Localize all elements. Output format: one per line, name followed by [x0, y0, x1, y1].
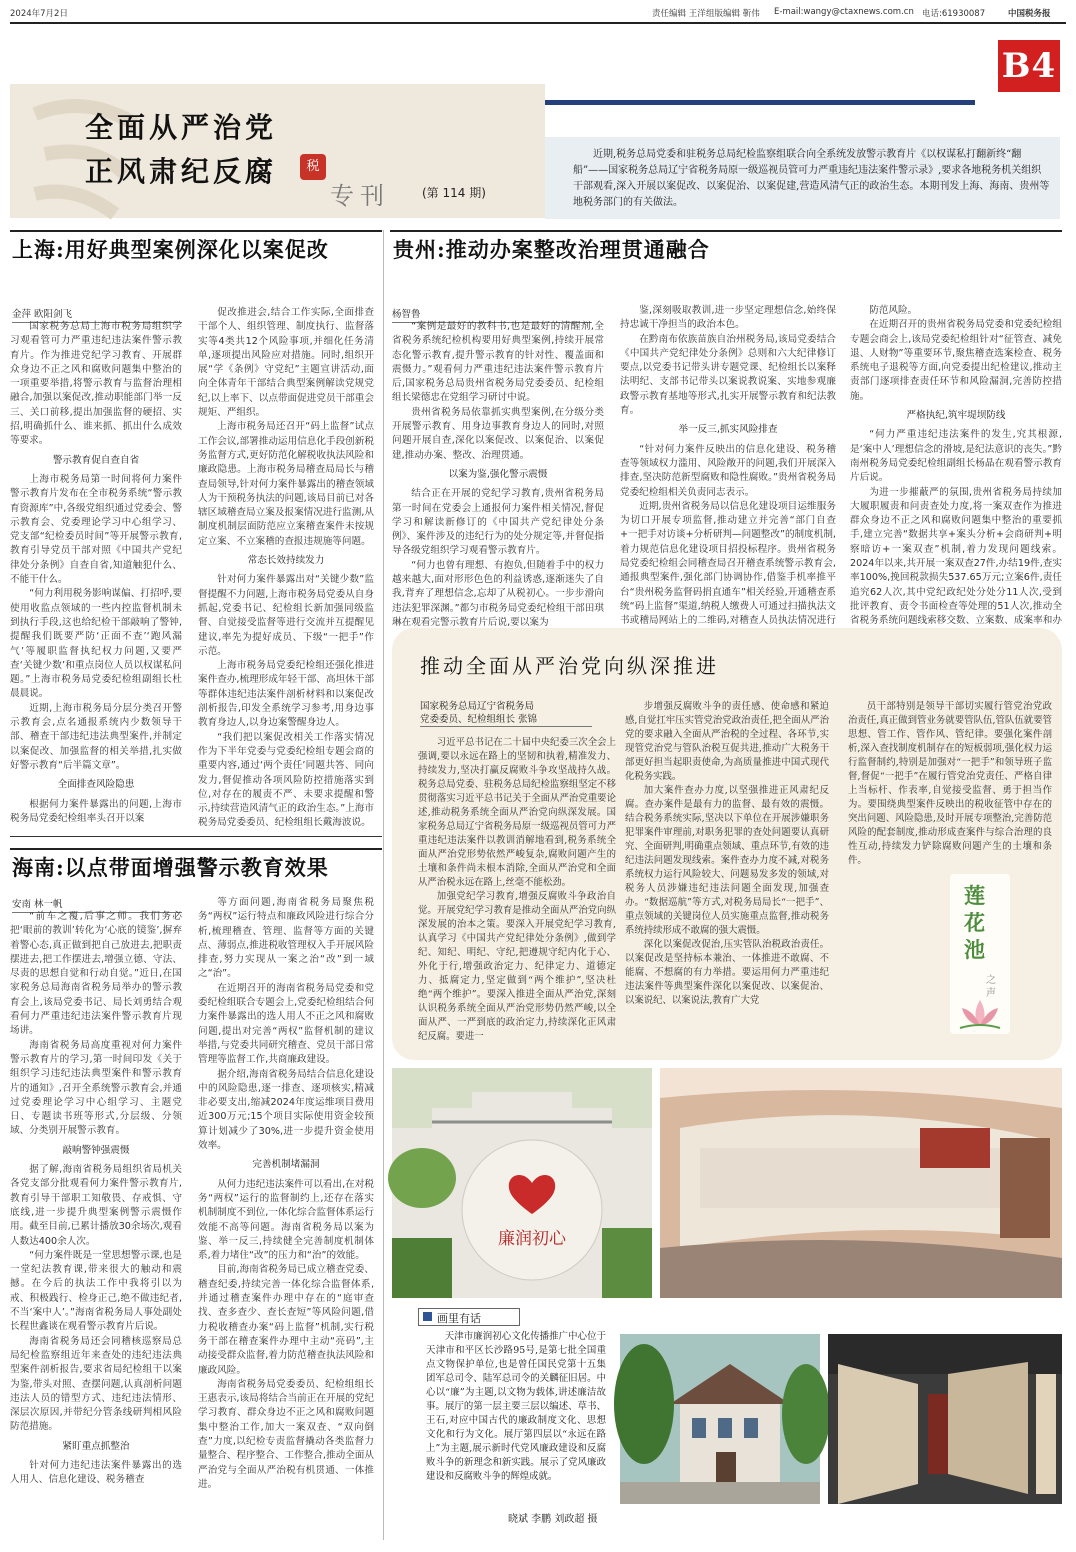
editor-phone: 电话:61930087 — [922, 9, 986, 19]
paragraph: 上海市税务局第一时间将何力案件警示教育片发布在全市税务系统“警示教育资源库”中,各级党组织通过党委会、警示教育会、党委理论学习中心组学习、党支部“纪检委员时间”等开展警示教育,教育引导党员干部对照《中国共产党纪律处分条例》自查自省,知道触犯什么、不能干什么。 — [10, 473, 182, 586]
guizhou-byline: 杨智鲁 — [392, 306, 592, 323]
subheading: 警示教育促自查自省 — [52, 454, 140, 466]
newspaper-name: 中国税务报 — [1008, 9, 1051, 19]
paragraph: 在近期召开的海南省税务局党委和党委纪检组联合专题会上,党委纪检组结合何力案件暴露出的选人用人不正之风和腐败问题,提出对完善“两权”监督机制的建议举措,与党委共同研究稽查、党员干部日常管理等监督工作,共商廉政建设。 — [198, 982, 374, 1066]
paragraph: 结合正在开展的党纪学习教育,贵州省税务局第一时间在党委会上通报何力案件相关情况,督促学习和解读新修订的《中国共产党纪律处分条例》、案件涉及的违纪行为的处分规定等,并督促指导各级党组织学习观看警示教育片。 — [392, 488, 604, 557]
paragraph: 习近平总书记在二十届中央纪委三次全会上强调,要以永远在路上的坚韧和执着,精准发力、持续发力,坚决打赢反腐败斗争攻坚战持久战。税务总局党委、驻税务总局纪检监察组坚定不移贯彻落实习近平总书记关于全面从严治党重要论述,推动税务系统全面从严治党向纵深发展。国家税务总局辽宁省税务局原一级巡视员管可力严重违纪违法案件以教训消解地看到,税务系统全面从严治党形势依然严峻复杂,腐败问题产生的土壤和条件尚未根本消除,全面从严治党和全面从严治税永远在路上,丝毫不能松劲。 — [418, 737, 616, 888]
lianhua-logo-subtext: 之声 — [986, 975, 996, 999]
shanghai-title: 上海:用好典型案例深化以案促改 — [12, 237, 329, 262]
paragraph: 员干部特别是领导干部切实履行管党治党政治责任,真正做到管业务就要管队伍,管队伍就要管思想、管工作、管作风、管纪律。要强化案件剖析,深入查找制度机制存在的短板弱项,强化权力运行监督制约,特别是加强对“一把手”和领导班子监督,督促“一把手”在履行管党治党责任、严格自律上当标杆、作表率,自觉接受监督、勇于担当作为。要围绕典型案件反映出的税收征管中存在的突出问题、风险隐患,及时开展专项整治,完善防范风险的配套制度,推动形成查案件与综合治理的良性互动,持续发力铲除腐败问题产生的土壤和条件。 — [848, 701, 1052, 866]
photo-sign-text: 廉润初心 — [498, 1229, 566, 1249]
banner-special-label: 专刊 — [330, 182, 390, 210]
subheading: 完善机制堵漏洞 — [252, 1159, 320, 1171]
guizhou-column-2 — [620, 304, 836, 627]
lianhua-byline-author: 党委委员、纪检组组长 张锦 — [420, 714, 538, 725]
red-seal: 税 — [300, 154, 326, 180]
paragraph: 近期,贵州省税务局以信息化建设项目运维服务为切口开展专项监督,推动建立并完善“部门自查+一把手对访谈+分析研判—问题整改”的制度机制,着力规范信息化建设项目招投标程序。贵州省税务局党委纪检组会同稽查局召开稽查系统警示教育会,通报典型案件,强化部门协调协作,借鉴手机率推平台“贵州税务监督码捐直通车”相关经验,开通稽查系统“码上监督”渠道,纳税人缴费人可通过扫描执法文书或稽局网站上的二维码,对稽查人员执法情况进行 — [620, 500, 836, 627]
paragraph: 据介绍,海南省税务局结合信息化建设中的风险隐患,逐一排查、逐项核实,精减非必要支出,缩减2024年度运维项目费用近300万元;15个项目实际使用资金较预算计划减少了30%,进一步提升资金使用效率。 — [198, 1068, 374, 1152]
lianhua-title: 推动全面从严治党向纵深推进 — [420, 654, 719, 678]
header-rule — [10, 22, 1066, 24]
paragraph: “何力也曾有理想、有抱负,但随着手中的权力越来越大,面对形形色色的利益诱惑,逐渐迷失了自我,背弃了理想信念,忘却了从税初心。一步步滑向违法犯罪深渊。”都匀市税务局党委纪检组干部田琪琳在观看完警示教育片后说,要以案为 — [392, 559, 604, 628]
gallery-caption-text: 天津市廉润初心文化传播推广中心位于天津市和平区长沙路95号,是第七批全国重点文物保护单位,也是曾任国民党第十五集团军总司令、陆军总司令的关麟征旧居。中心以“廉”为主题,以文物为载体,讲述廉洁故事。展厅的第一层主要三层以编述、草书、王石,对应中国古代的廉政制度文化、思想文化和行为文化。展厅第四层以“永远在路上”为主题,展示新时代党风廉政建设和反腐败斗争的新理念和新实践。展示了党风廉政建设和反腐败斗争的辉煌成就。 — [426, 1331, 606, 1482]
paragraph: 加大案件查办力度,以坚强推进正风肃纪反腐。查办案件是最有力的监督、最有效的震慑。结合税务系统实际,坚决以下单位在开展涉嫌职务犯罪案件审理前,对职务犯罪的查处问题要认真研究、全面研判,明确重点领域、重点环节,有效的违纪违法问题发现线索。案件查办力度不减,对税务系统权力运行风险较大、问题易发多发的领域,对税务人员涉嫌违纪违法问题全面发现,加强查办。“数据巡航”等方式,对税务局局长“一把手”、重点领域的关键岗位人员实施重点监督,推动税务系统持续形成不敢腐的强大震慑。 — [625, 785, 829, 936]
hainan-top-rule — [10, 848, 382, 850]
subheading: 敲响警钟强震慑 — [62, 1144, 130, 1156]
paragraph: 从何力违纪违法案件可以看出,在对税务“两权”运行的监督制约上,还存在落实机制制度不到位,一体化综合监督体系运行效能不高等问题。海南省税务局以案为鉴、举一反三,持续健全完善制度机制体系,着力堵住“改”的压力和“治”的效能。 — [198, 1178, 374, 1262]
photo-gallery-corridor — [828, 1334, 1062, 1504]
paragraph: “案例是最好的教科书,也是最好的清醒剂,全省税务系统纪检机构要用好典型案例,持续开展常态化警示教育,提升警示教育的针对性、覆盖面和震慑力。”观看何力严重违纪违法案件警示教育片后,国家税务总局贵州省税务局党委委员、纪检组组长梁德忠在党组学习研讨中说。 — [392, 321, 604, 404]
lianhua-logo-text: 莲花池 — [964, 883, 985, 962]
subheading: 举一反三,抓实风险排查 — [678, 424, 778, 436]
paragraph: 防范风险。 — [869, 305, 918, 316]
hainan-title: 海南:以点带面增强警示教育效果 — [12, 855, 329, 880]
layout-editor: 组版编辑 靳伟 — [706, 9, 760, 19]
gallery-tag-box — [418, 1308, 520, 1326]
paragraph: “何力严重违纪违法案件的发生,究其根源,是‘案中人’理想信念的滑坡,是纪法意识的丧失。”黔南州税务局党委纪检组副组长杨晶在观看警示教育片后说。 — [850, 429, 1062, 484]
lianhua-logo — [950, 874, 1010, 1034]
intro-text: 近期,税务总局党委和驻税务总局纪检监察组联合向全系统发放警示教育片《以权谋私打翻新终“翻船”——国家税务总局辽宁省税务局原一级巡视员管可力严重违纪违法案件警示录》,要求各地税务机关组织干部观看,深入开展以案促改、以案促治、以案促建,营造风清气正的政治生态。本期刊发上海、海南、贵州等地税务部门的有关做法。 — [573, 149, 1050, 208]
hainan-column-1 — [10, 910, 182, 1540]
banner-title-line1: 全面从严治党 — [85, 111, 278, 144]
subheading: 以案为鉴,强化警示震慑 — [448, 468, 548, 480]
photo-former-residence — [620, 1334, 820, 1504]
paragraph: 近期,上海市税务局分层分类召开警示教育会,点名通报系统内少数领导干部、稽查干部违纪违法典型案件,并制定以案促改、加强监督的相关举措,扎实做好警示教育“后半篇文章”。 — [10, 702, 182, 771]
subheading: 全面排查风险隐患 — [57, 779, 135, 791]
photo-credit: 晓斌 李鹏 刘政超 摄 — [508, 1514, 598, 1525]
guizhou-column-3 — [850, 304, 1062, 627]
shanghai-top-rule — [10, 230, 382, 232]
paragraph: 在近期召开的贵州省税务局党委和党委纪检组专题会商会上,该局党委纪检组针对“征管查、减免退、人财物”等重要环节,聚焦稽查选案检查、税务系统电子退税等方面,向党委提出纪检建议,推动主责部门逐项排查责任环节和风险漏洞,完善防控措施。 — [850, 319, 1062, 402]
paragraph: “我们把以案促改相关工作落实情况作为下半年党委与党委纪检组专题会商的重要内容,通过‘两个责任’同题共答、同向发力,督促推动各项风险防控措施落实到位,对存在的履责不严、未要求提醒和警示,持续营造风清气正的政治生态。”上海市税务局党委委员、纪检组组长戴海波说。 — [198, 731, 374, 829]
paragraph: 步增强反腐败斗争的责任感、使命感和紧迫感,自觉扛牢压实管党治党政治责任,把全面从严治党的要求融入全面从严治税的全过程、各环节,实现管党治党与管队治税互促共进,推动广大税务干部更好担当起职责使命,为高质量推进中国式现代化税务实践。 — [625, 701, 829, 782]
shanghai-column-1 — [10, 320, 182, 832]
paragraph: 根据何力案件暴露出的问题,上海市税务局党委纪检组率头召开以案 — [10, 798, 182, 824]
guizhou-column-1 — [392, 320, 604, 628]
subheading: 常态长效持续发力 — [247, 555, 325, 567]
page-number-badge: B4 — [998, 40, 1060, 92]
paragraph: 海南省税务局还会同稽核巡察局总局纪检监察组近年来查处的违纪违法典型案件剖析报告,要求省局纪检组干以案为鉴,带头对照、查摆问题,认真剖析问题违法人员的错型方式、违纪违法情形、深层次原因,并带纪分管条线研判相风险防范措施。 — [10, 1335, 182, 1433]
paragraph: 深化以案促改促治,压实管队治税政治责任。以案促改是坚持标本兼治、一体推进不敢腐、不能腐、不想腐的有力举措。要运用何力严重违纪违法案件等典型案件深化以案促改、以案促治、以案说纪、以案说法,教育广大党 — [625, 939, 829, 1006]
paragraph: 贵州省税务局依靠抓实典型案例,在分级分类开展警示教育、用身边事教育身边人的同时,对照问题开展自查,深化以案促改、以案促治、以案促建,推动办案、整改、治理贯通。 — [392, 406, 604, 461]
hainan-column-2 — [198, 896, 374, 1540]
lianhua-column-3 — [848, 700, 1052, 866]
shanghai-bottom-rule — [10, 836, 382, 837]
square-icon — [423, 1312, 432, 1321]
hainan-byline: 安南 林一帆 — [12, 896, 182, 913]
paragraph: 据了解,海南省税务局组织省局机关各党支部分批观看何力案件警示教育片,教育引导干部职工知敬畏、存戒惧、守底线,进一步提升典型案例警示震慑作用。截至目前,已累计播放30余场次,观看人数达400余人次。 — [10, 1164, 182, 1247]
gallery-tag: 画里有话 — [437, 1312, 481, 1325]
photo-courtyard — [392, 1068, 652, 1298]
paragraph: 上海市税务局还召开“码上监督”试点工作会议,部署推动运用信息化手段创新税务监督方式,更好防范化解税收执法风险和廉政隐患。上海市税务局稽查局局长与稽查局领导,针对何力案件暴露出的稽查领域人为干预税务执法的问题,该局目前已对各辖区域稽查局立案及报案情况进行监测,从制度机制层面防范应立案稽查案件未按规定立案、不立案稽的查报违规施等问题。 — [198, 421, 374, 547]
paragraph: “何力利用税务影响谋偏、打招呼,要使用收监点领域的一些内控监督机制未到执行手段,这也给纪检干部敲响了警钟,提醒我们既要严防‘正面不查’‘跑风漏气’等履职监督执纪权力问题,又要严查‘关键少数’和重点岗位人员以权谋私问题。”上海市税务局党委纪检组副组长杜晨晨说。 — [10, 588, 182, 700]
paragraph: 等方面问题,海南省税务局聚焦税务“两权”运行特点和廉政风险进行综合分析,梳理稽查、管理、监督等方面的关键点、薄弱点,推进税收管理权入手开展风险排查,努力实现从一案之治“改”到一域之“治”。 — [198, 897, 374, 980]
banner-title-line2: 正风肃纪反腐 — [85, 155, 278, 188]
paragraph: 加强党纪学习教育,增强反腐败斗争政治自觉。开展党纪学习教育是推动全面从严治党向纵深发展的治本之策。要深入开展党纪学习教育,认真学习《中国共产党纪律处分条例》,做到学纪、知纪、明纪、守纪,把遵规守纪内化于心、外化于行,增强政治定力、纪律定力、道德定力、抵腐定力,坚定做到“两个维护”,坚决杜绝“两个维护”。要深入推进全面从严治党,深刻认识税务系统全面从严治党形势仍然严峻,以全面从严、一严到底的政治定力,持续深化正风肃纪反腐。要进一 — [418, 891, 616, 1042]
intro-box — [545, 137, 1060, 219]
paragraph: 国家税务总局上海市税务局组织学习观看管可力严重违纪违法案件警示教育片。作为推进党纪学习教育、开展群众身边不正之风和腐败问题集中整治的一项重要举措,将警示教育与监督治理相融合,加强以案促改,推动职能部门举一反三、关口前移,提出加强监督的硬招、实招,明确抓什么、谁来抓、抓出什么成效等要求。 — [10, 321, 182, 447]
paragraph: 针对何力违纪违法案件暴露出的选人用人、信息化建设、税务稽查 — [10, 1459, 182, 1486]
paragraph: 目前,海南省税务局已成立稽查党委、稽查纪委,持续完善一体化综合监督体系,并通过稽查案件办理中存在的“庭审查找、查多查少、查长查短”等风险问题,借力税收稽查办案“码上监督”机制,实行税务干部在稽查案件办理中主动“亮码”,主动接受群众监督,着力防范稽查执法风险和廉政风险。 — [198, 1264, 374, 1376]
paragraph: 为进一步摧蔽严的氛围,贵州省税务局持续加大履职履责和问责查处力度,将一案双查作为推进群众身边不正之风和腐败问题集中整治的重要抓手,建立完善“数据共享+案头分析+会商研判+明察暗访+一案双查”机制,着力发现问题线索。2024年以来,共开展一案双查27件,办结19件,查实率100%,挽回税款损失537.65万元;立案6件,责任追究62人次,其中党纪政纪处分处分11人次,受到批评教育、责令书面检查等处理的51人次,推动全省税务系统问题线索移交数、立案数、成案率和办 — [850, 486, 1062, 627]
guizhou-top-rule — [390, 230, 1062, 232]
shanghai-byline: 金萍 欧阳剑飞 — [12, 306, 182, 323]
subheading: 紧盯重点抓整治 — [62, 1440, 130, 1452]
paragraph: 海南省税务局党委委员、纪检组组长王惠表示,该局将结合当前正在开展的党纪学习教育、群众身边不正之风和腐败问题集中整治工作,加大一案双查、“双向倒查”力度,以纪检专责监督撬动各类监督力量整合、程序整合、工作整合,推动全面从严治党与全面从严治税有机贯通、一体推进。 — [198, 1378, 374, 1490]
subheading: 严格执纪,筑牢堤坝防线 — [906, 410, 1006, 422]
paragraph: 在黔南布依族苗族自治州税务局,该局党委结合《中国共产党纪律处分条例》总则和六大纪律修订要点,以党委书记带头讲专题党课、纪检组长以案释法明纪、支部书记带头以案说教说案、实地参观廉政警示教育基地等形式,扎实开展警示教育和纪法教育。 — [620, 333, 836, 417]
paragraph: 上海市税务局党委纪检组还强化推进案件查办,梳理形成年轻干部、高坦休干部等群体违纪违法案件剖析材料和以案促改剖析报告,印发全系统学习参考,用身边事教育身边人,以身边案警醒身边人。 — [198, 660, 374, 729]
paragraph: 鉴,深刻吸取教训,进一步坚定理想信念,始终保持忠诚干净担当的政治本色。 — [620, 305, 836, 331]
issue-date: 2024年7月2日 — [10, 9, 68, 19]
banner-issue-number: (第 114 期) — [422, 186, 486, 200]
paragraph: “针对何力案件反映出的信息化建设、税务稽查等领域权力滥用、风险敞开的问题,我们开展深入排查,坚决防范新型腐败和隐性腐败。”贵州省税务局党委纪检组相关负责同志表示。 — [620, 443, 836, 498]
page-header — [0, 0, 1076, 22]
lianhua-byline-org: 国家税务总局辽宁省税务局 — [420, 701, 535, 712]
lianhua-column-1 — [418, 736, 616, 1054]
gallery-caption — [426, 1330, 606, 1505]
responsible-editor: 责任编辑 王洋 — [652, 9, 706, 19]
guizhou-title: 贵州:推动办案整改治理贯通融合 — [393, 237, 710, 262]
paragraph: “何力案件既是一堂思想警示课,也是一堂纪法教育课,带来很大的触动和震撼。在今后的执法工作中我将引以为戒、积极践行、检身正己,绝不做违纪者,不当‘案中人’。”海南省税务局人事处副处长程世鑫谈在观看警示教育片后说。 — [10, 1249, 182, 1333]
editor-email: E-mail:wangy@ctaxnews.com.cn — [774, 7, 914, 17]
shanghai-column-2 — [198, 306, 374, 830]
lianhua-column-2 — [625, 700, 829, 1054]
photo-exhibition-hall — [660, 1068, 1062, 1298]
lianhua-byline — [420, 700, 592, 727]
paragraph: 针对何力案件暴露出对“关键少数”监督提醒不力问题,上海市税务局党委从自身抓起,党委书记、纪检组长新加强同级监督、自觉接受监督等进行交流并互提醒见建议,率先为提好成员、下级“一把手”作示范。 — [198, 574, 374, 657]
special-issue-banner — [10, 84, 545, 218]
paragraph: “前车之覆,后事之师。我们务必把‘眼前的教训’转化为‘心底的镜鉴’,摒弃着警心态,真正做到把自己放进去,把职责摆进去,把工作摆进去,增强立德、守法、尽责的思想自觉和行动自觉。”近日,在国家税务总局海南省税务局举办的警示教育会上,该局党委书记、局长刘勇结合观看何力严重违纪违法案件警示教育片现场讲。 — [10, 911, 182, 1037]
lotus-icon — [956, 996, 1004, 1030]
banner-blue-bar — [545, 100, 975, 105]
paragraph: 促改推进会,结合工作实际,全面排查干部个人、组织管理、制度执行、监督落实等4类共12个风险事项,并细化任务清单,逐项提出风险应对措施。同时,组织开展“学《条例》守党纪”主题宣讲活动,面向全体青年干部结合典型案例解读党规党纪,以上率下、以点带面促进党员干部重会规矩、严组织。 — [198, 307, 374, 419]
left-right-divider — [383, 230, 384, 1540]
paragraph: 海南省税务局高度重视对何力案件警示教育片的学习,第一时间印发《关于组织学习违纪违法典型案件和警示教育片的通知》,召开全系统警示教育会,并通过党委理论学习中心组学习、主题党日、专题读书班等形式,分层级、分领域、分类别开展警示教育。 — [10, 1039, 182, 1137]
